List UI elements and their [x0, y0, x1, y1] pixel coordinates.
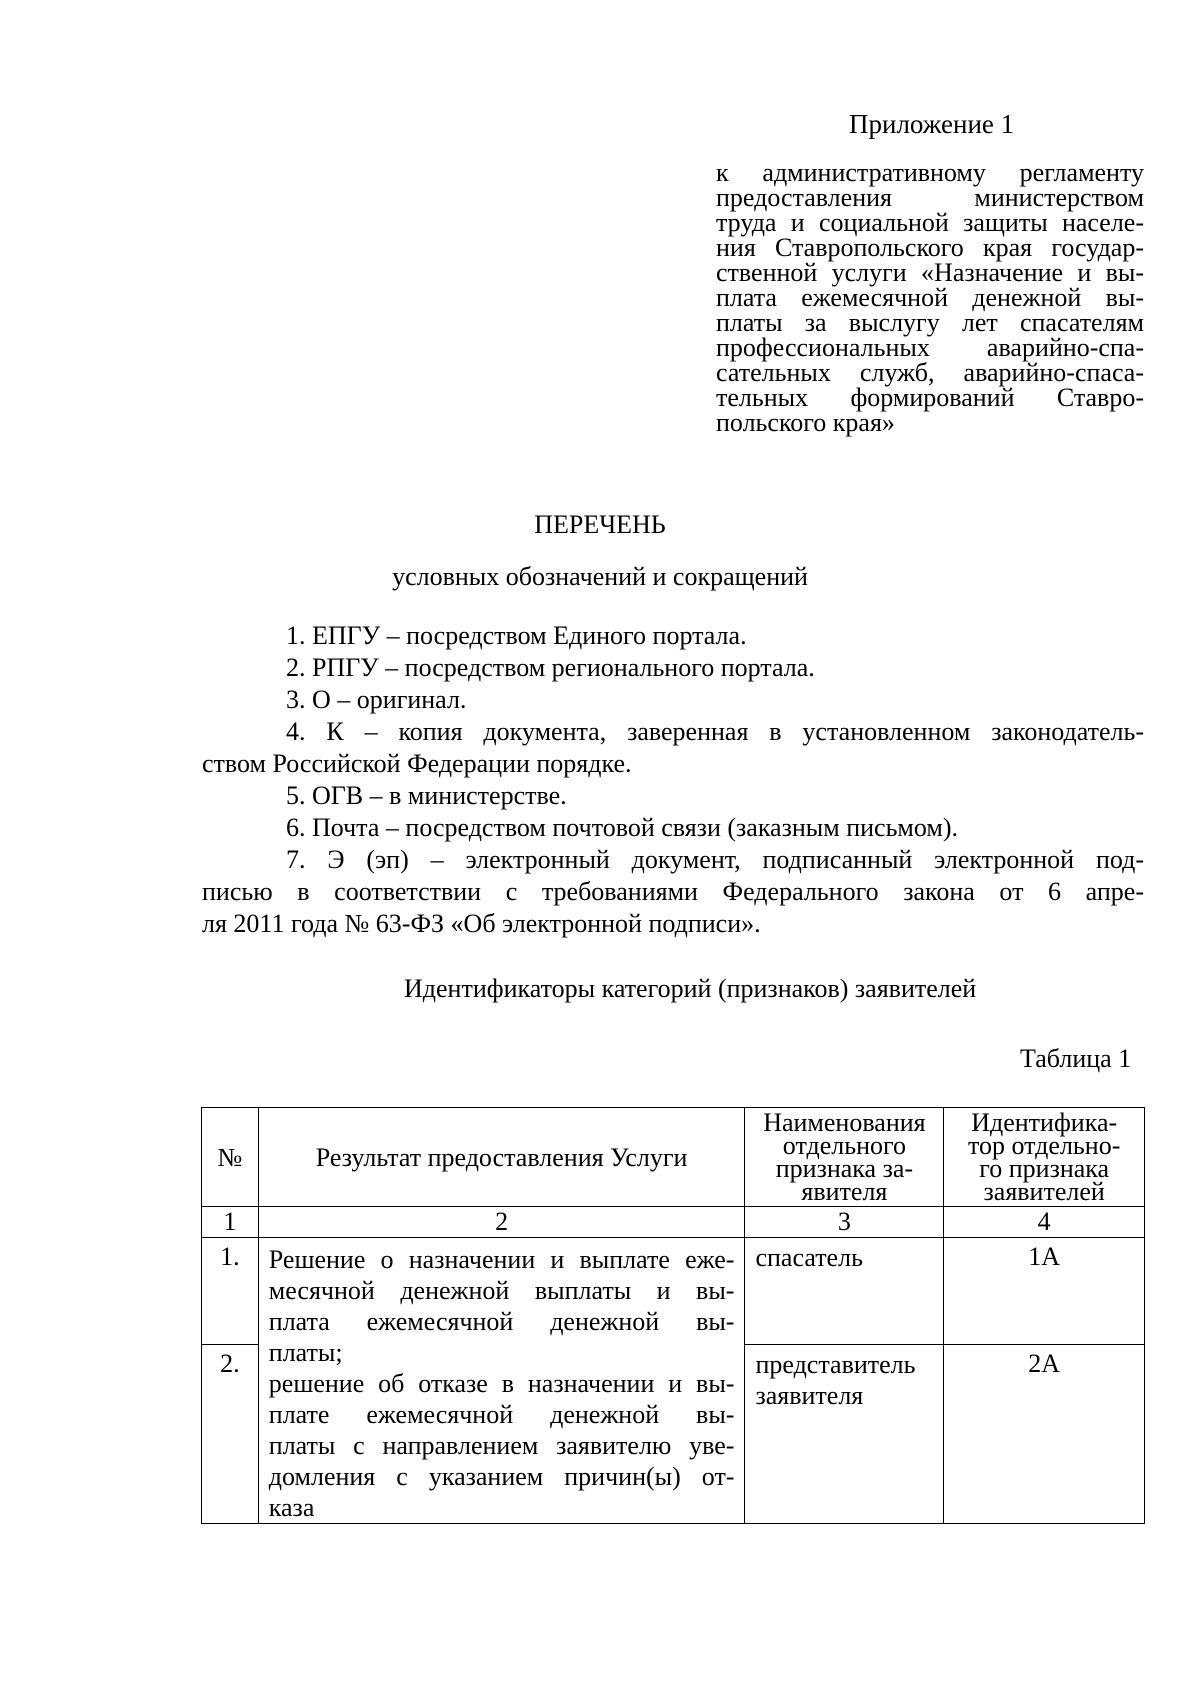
- header-line: Идентифика-: [971, 1108, 1118, 1137]
- header-line: отдельного: [782, 1131, 907, 1160]
- list-title: ПЕРЕЧЕНЬ: [534, 510, 666, 539]
- row-num: 2.: [202, 1344, 259, 1523]
- appendix-title: Приложение 1: [849, 109, 1015, 139]
- name-line: представитель: [755, 1349, 916, 1379]
- list-item: 2. РПГУ – посредством регионального портала.: [286, 653, 815, 682]
- column-number: 1: [202, 1207, 259, 1238]
- table-header-row: [202, 1108, 1145, 1207]
- header-line: го признака: [979, 1154, 1110, 1183]
- list-item: писью в соответствии с требованиями Федерального закона от 6 апре-: [202, 877, 1144, 906]
- list-item: 4. К – копия документа, заверенная в установленном законодатель-: [286, 717, 1144, 746]
- list-item: 7. Э (эп) – электронный документ, подписанный электронной под-: [286, 845, 1144, 874]
- name-line: спасатель: [755, 1243, 863, 1272]
- result-line: решение об отказе в назначении и вы-: [268, 1369, 735, 1398]
- column-numbers-row: [202, 1207, 1145, 1238]
- header-line: тор отдельно-: [967, 1131, 1121, 1160]
- list-subtitle: условных обозначений и сокращений: [392, 562, 808, 591]
- list-item: 3. О – оригинал.: [286, 685, 467, 714]
- column-number: 3: [745, 1207, 944, 1238]
- result-line: платы с направлением заявителю уве-: [268, 1431, 735, 1460]
- result-line: каза: [268, 1493, 315, 1522]
- appendix-line: к административному регламенту: [716, 158, 1144, 187]
- abbreviations-list: [202, 620, 1144, 940]
- appendix-line: платы за выслугу лет спасателям: [716, 308, 1144, 337]
- appendix-line: тельных формирований Ставро-: [716, 383, 1144, 412]
- list-item: 1. ЕПГУ – посредством Единого портала.: [286, 621, 747, 650]
- row-name: [745, 1238, 944, 1345]
- header-line: заявителей: [983, 1177, 1105, 1206]
- appendix-line: ния Ставропольского края государ-: [716, 233, 1144, 262]
- list-item: 6. Почта – посредством почтовой связи (заказным письмом).: [286, 813, 959, 842]
- identifiers-table: [201, 1107, 1145, 1524]
- result-line: Решение о назначении и выплате еже-: [268, 1245, 735, 1274]
- appendix-line: предоставления министерством: [716, 183, 1144, 212]
- appendix-line: польского края»: [716, 408, 895, 437]
- row-name: [745, 1344, 944, 1523]
- header-id: [944, 1108, 1145, 1207]
- table-row: [202, 1238, 1145, 1345]
- result-cell: [258, 1238, 745, 1524]
- header-num: №: [202, 1108, 259, 1207]
- result-line: плата ежемесячной денежной вы-: [268, 1307, 735, 1336]
- header-line: явителя: [801, 1177, 888, 1206]
- list-item: ля 2011 года № 63-ФЗ «Об электронной подписи».: [202, 909, 761, 938]
- appendix-line: плата ежемесячной денежной вы-: [716, 283, 1144, 312]
- appendix-line: сательных служб, аварийно-спаса-: [716, 358, 1144, 387]
- row-num: 1.: [202, 1238, 259, 1345]
- appendix-line: профессиональных аварийно-спа-: [716, 333, 1144, 362]
- identifiers-title: Идентификаторы категорий (признаков) заявителей: [404, 974, 977, 1003]
- result-line: платы;: [268, 1338, 343, 1367]
- appendix-text: [716, 160, 1144, 435]
- table-label: Таблица 1: [1020, 1044, 1132, 1073]
- result-line: месячной денежной выплаты и вы-: [268, 1276, 735, 1305]
- appendix-line: труда и социальной защиты населе-: [716, 208, 1144, 237]
- result-line: плате ежемесячной денежной вы-: [268, 1400, 735, 1429]
- header-result: Результат предоставления Услуги: [258, 1108, 745, 1207]
- header-line: Наименования: [763, 1108, 926, 1137]
- column-number: 2: [258, 1207, 745, 1238]
- header-name: [745, 1108, 944, 1207]
- result-line: домления с указанием причин(ы) от-: [268, 1462, 735, 1491]
- header-line: признака за-: [775, 1154, 914, 1183]
- list-item: 5. ОГВ – в министерстве.: [286, 781, 567, 810]
- row-id: 2А: [944, 1344, 1145, 1523]
- list-item: ством Российской Федерации порядке.: [202, 749, 632, 778]
- name-line: заявителя: [755, 1380, 864, 1410]
- column-number: 4: [944, 1207, 1145, 1238]
- row-id: 1А: [944, 1238, 1145, 1345]
- appendix-line: ственной услуги «Назначение и вы-: [716, 258, 1144, 287]
